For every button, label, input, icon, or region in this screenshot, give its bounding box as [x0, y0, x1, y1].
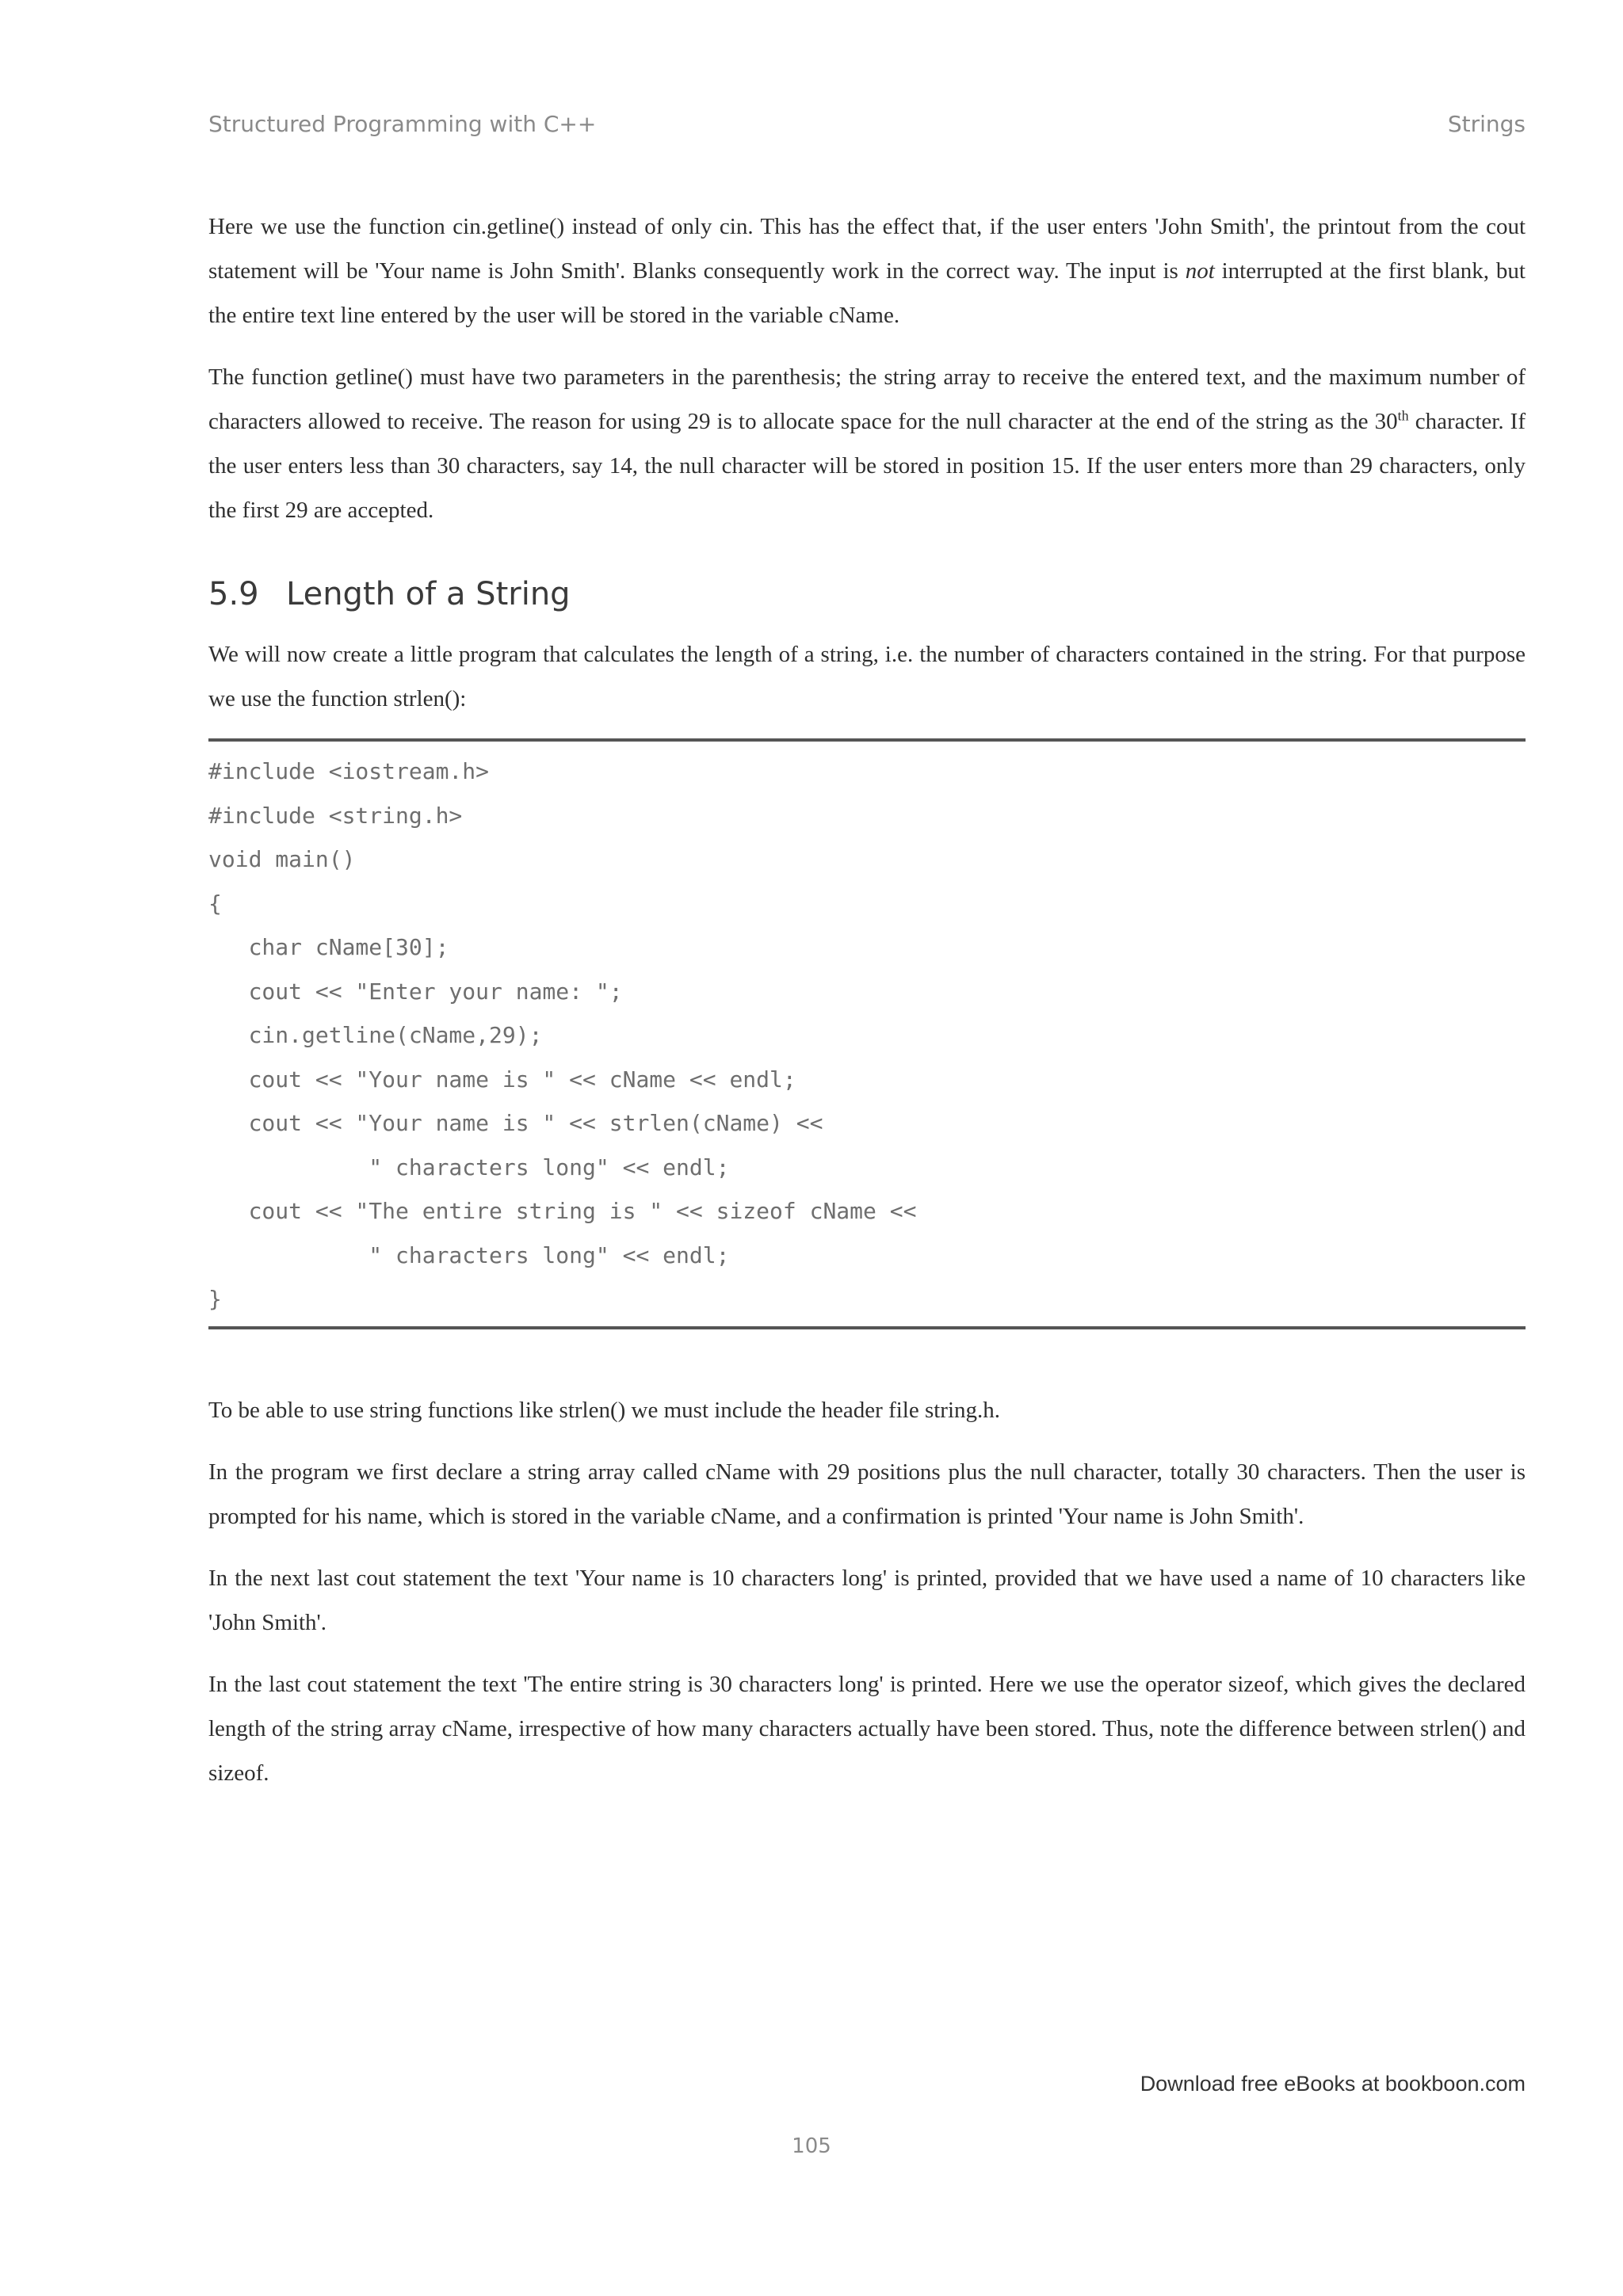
code-line: { — [208, 890, 222, 917]
code-line: cout << "Your name is " << strlen(cName) << — [208, 1110, 823, 1136]
paragraph-last-cout: In the last cout statement the text 'The entire string is 30 characters long' is printed. Here we use the operator sizeof, which gives the declared length of the string array cName, irrespective of how many characters actually have been stored. Thus, note the difference between strlen() and sizeof. — [208, 1671, 1526, 1786]
code-line: } — [208, 1286, 222, 1312]
explanation-section — [208, 1388, 1526, 1795]
book-title: Structured Programming with C++ — [208, 111, 597, 137]
section-title: Length of a String — [286, 576, 571, 612]
paragraph-section-intro: We will now create a little program that calculates the length of a string, i.e. the number of characters contained in the string. For that purpose we use the function strlen(): — [208, 642, 1526, 711]
code-line: #include <string.h> — [208, 802, 463, 829]
ordinal-superscript: th — [1397, 407, 1409, 424]
download-ebooks-link[interactable]: Download free eBooks at bookboon.com — [1140, 2072, 1526, 2096]
section-heading — [208, 570, 1526, 618]
paragraph-getline-intro: Here we use the function cin.getline() instead of only cin. This has the effect that, if the user enters 'John Smith', the printout from the cout statement will be 'Your name is John Smith'. Blanks consequently work in the correct way. The input is not interrupted at the first blank, but the entire text line entered by the user will be stored in the variable cName. — [208, 214, 1526, 328]
code-line: cout << "Your name is " << cName << endl; — [208, 1066, 796, 1093]
code-line: cin.getline(cName,29); — [208, 1022, 543, 1048]
code-line: #include <iostream.h> — [208, 758, 490, 784]
paragraph-header-include: To be able to use string functions like strlen() we must include the header file string.h. — [208, 1397, 1001, 1423]
running-header — [208, 111, 1526, 143]
chapter-title: Strings — [1447, 111, 1526, 137]
code-line: cout << "Enter your name: "; — [208, 978, 623, 1005]
paragraph-next-last-cout: In the next last cout statement the text 'Your name is 10 characters long' is printed, provided that we have used a name of 10 characters like 'John Smith'. — [208, 1565, 1526, 1635]
page-number: 105 — [792, 2134, 831, 2158]
paragraph-getline-parameters: The function getline() must have two parameters in the parenthesis; the string array to receive the entered text, and the maximum number of characters allowed to receive. The reason for using 29 is to allocate space for the null character at the end of the string as the 30th character. If the user enters less than 30 characters, say 14, the null character will be stored in position 15. If the user enters more than 29 characters, only the first 29 are accepted. — [208, 364, 1526, 523]
code-line: " characters long" << endl; — [208, 1154, 730, 1180]
code-line: " characters long" << endl; — [208, 1241, 730, 1268]
paragraph-program-declare: In the program we first declare a string array called cName with 29 positions plus the null character, totally 30 characters. Then the user is prompted for his name, which is stored in the variable cName, and a confirmation is printed 'Your name is John Smith'. — [208, 1459, 1526, 1529]
code-line: void main() — [208, 846, 356, 872]
emphasis-not: not — [1185, 258, 1215, 284]
code-line: cout << "The entire string is " << sizeof cName << — [208, 1198, 917, 1224]
code-line: char cName[30]; — [208, 934, 449, 960]
code-listing — [208, 738, 1526, 1329]
section-number: 5.9 — [208, 576, 259, 612]
main-content — [208, 204, 1526, 1813]
